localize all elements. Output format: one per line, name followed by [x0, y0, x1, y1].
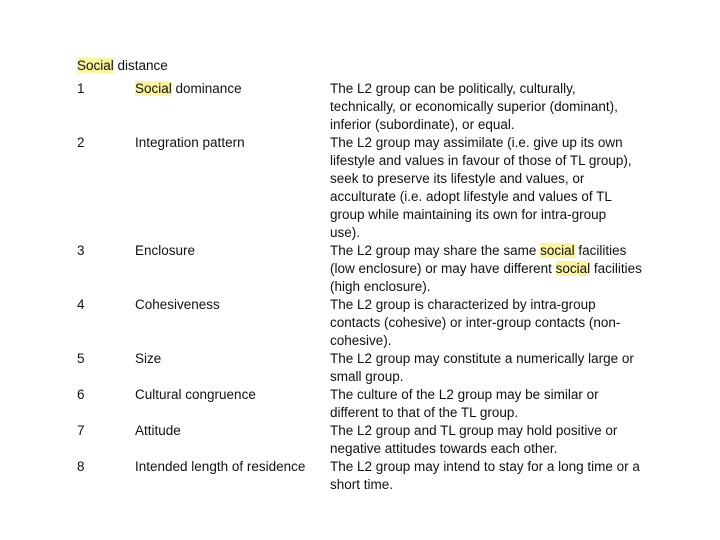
- factor-description: The L2 group may share the same social facilities (low enclosure) or may have different social facilities (high enclosure).: [330, 243, 642, 294]
- factor-description: The culture of the L2 group may be similar or different to that of the TL group.: [330, 387, 599, 420]
- row-number: 2: [77, 135, 85, 150]
- factor-description: The L2 group may assimilate (i.e. give up its own lifestyle and values in favour of those of TL group), seek to preserve its lifestyle and values, or acculturate (i.e. adopt lifestyle and values of TL group while maintaining its own for intra-group use).: [330, 135, 632, 240]
- factor-label: Attitude: [135, 423, 181, 438]
- row-number: 5: [77, 351, 85, 366]
- table-row: [77, 458, 677, 494]
- factor-table: [77, 80, 677, 494]
- factor-description: The L2 group and TL group may hold positive or negative attitudes towards each other.: [330, 423, 618, 456]
- factor-description: The L2 group may constitute a numerically large or small group.: [330, 351, 634, 384]
- factor-description: The L2 group may intend to stay for a long time or a short time.: [330, 459, 640, 492]
- row-number: 4: [77, 297, 85, 312]
- highlighted-word: social: [555, 261, 591, 276]
- row-number: 3: [77, 243, 85, 258]
- highlighted-word: Social: [77, 58, 114, 73]
- factor-label: Enclosure: [135, 243, 196, 258]
- row-number: 8: [77, 459, 85, 474]
- row-number: 1: [77, 81, 85, 96]
- table-row: [77, 296, 677, 350]
- section-heading: [77, 57, 168, 75]
- factor-label: Integration pattern: [135, 135, 245, 150]
- factor-label: Size: [135, 351, 162, 366]
- factor-description: The L2 group can be politically, culturally, technically, or economically superior (dominant), inferior (subordinate), or equal.: [330, 81, 618, 132]
- highlighted-word: social: [540, 243, 575, 258]
- table-row: [77, 80, 677, 134]
- row-number: 6: [77, 387, 85, 402]
- row-number: 7: [77, 423, 85, 438]
- highlighted-word: Social: [135, 81, 172, 96]
- table-row: [77, 386, 677, 422]
- table-row: [77, 134, 677, 242]
- factor-label: Cohesiveness: [135, 297, 220, 312]
- table-row: [77, 350, 677, 386]
- heading-rest: distance: [113, 58, 168, 73]
- factor-label: Cultural congruence: [135, 387, 256, 402]
- factor-label: Social dominance: [135, 81, 242, 96]
- factor-description: The L2 group is characterized by intra-group contacts (cohesive) or inter-group contacts (non- cohesive).: [330, 297, 621, 348]
- factor-label: Intended length of residence: [135, 459, 306, 474]
- table-row: [77, 422, 677, 458]
- table-row: [77, 242, 677, 296]
